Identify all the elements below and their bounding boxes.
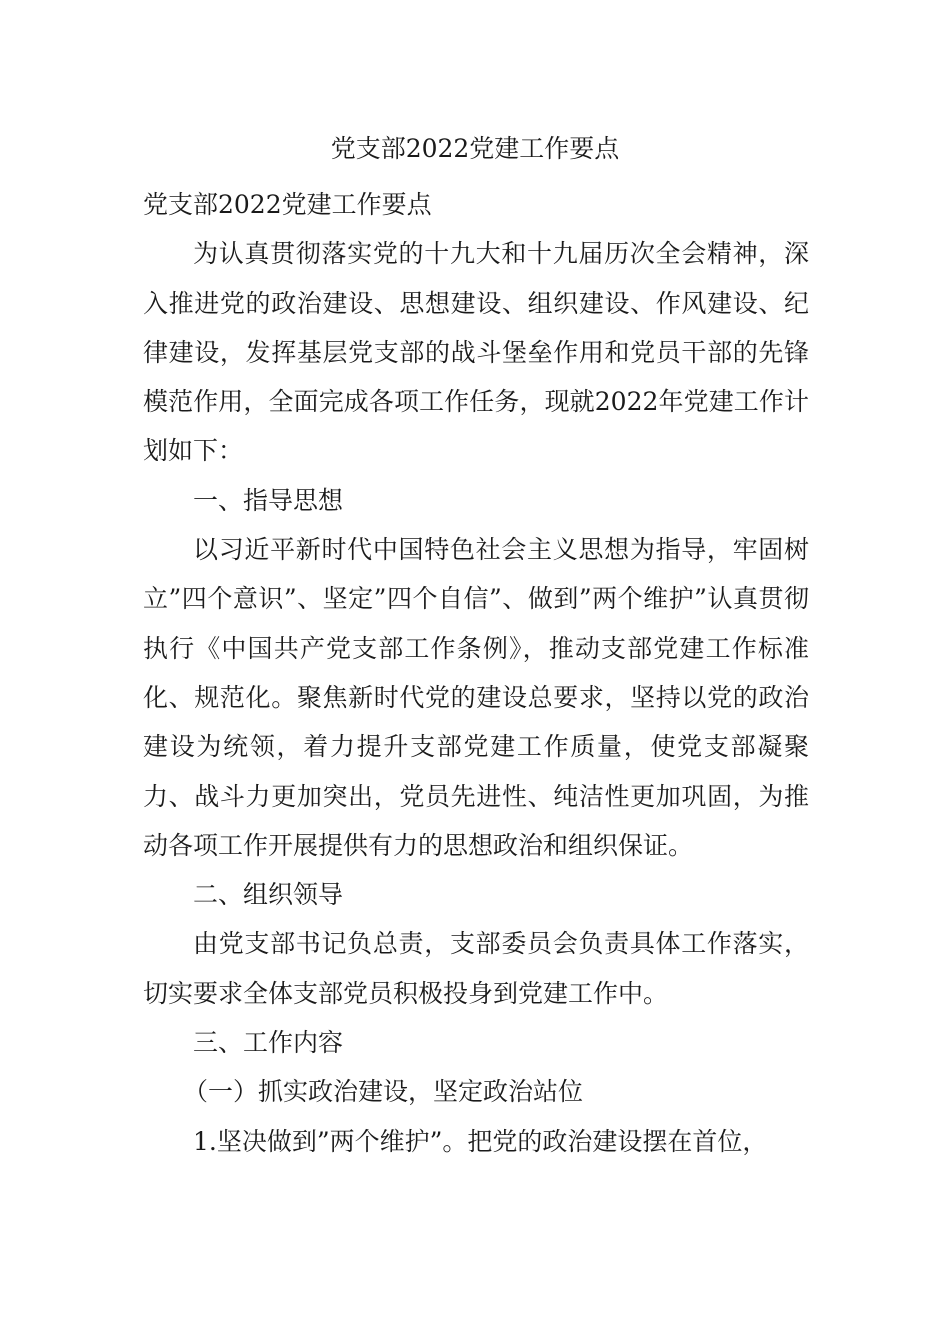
leadership-paragraph: 由党支部书记负总责，支部委员会负责具体工作落实，切实要求全体支部党员积极投身到党建工作中。 [143, 929, 809, 1008]
guiding-ideology-paragraph: 以习近平新时代中国特色社会主义思想为指导，牢固树立”四个意识”、坚定”四个自信”、做到”两个维护”认真贯彻执行《中国共产党支部工作条例》，推动支部党建工作标准化、规范化。聚焦新时代党的建设总要求，坚持以党的政治建设为统领，着力提升支部党建工作质量，使党支部凝聚力、战斗力更加突出，党员先进性、纯洁性更加巩固，为推动各项工作开展提供有力的思想政治和组织保证。 [143, 535, 809, 860]
subsection-heading-political-building: （一）抓实政治建设，坚定政治站位 [183, 1077, 584, 1107]
section-heading-work-content: 三、工作内容 [193, 1028, 344, 1058]
document-title: 党支部2022党建工作要点 [330, 134, 620, 163]
section-heading-guiding-ideology: 一、指导思想 [193, 485, 344, 515]
intro-paragraph: 为认真贯彻落实党的十九大和十九届历次全会精神，深入推进党的政治建设、思想建设、组织建设、作风建设、纪律建设，发挥基层党支部的战斗堡垒作用和党员干部的先锋模范作用，全面完成各项工作任务，现就2022年党建工作计划如下： [143, 239, 809, 466]
section-heading-leadership: 二、组织领导 [193, 880, 344, 910]
document-body [143, 180, 809, 1166]
list-item-two-safeguards: 1.坚决做到”两个维护”。把党的政治建设摆在首位， [193, 1126, 768, 1156]
document-subtitle: 党支部2022党建工作要点 [143, 190, 432, 219]
